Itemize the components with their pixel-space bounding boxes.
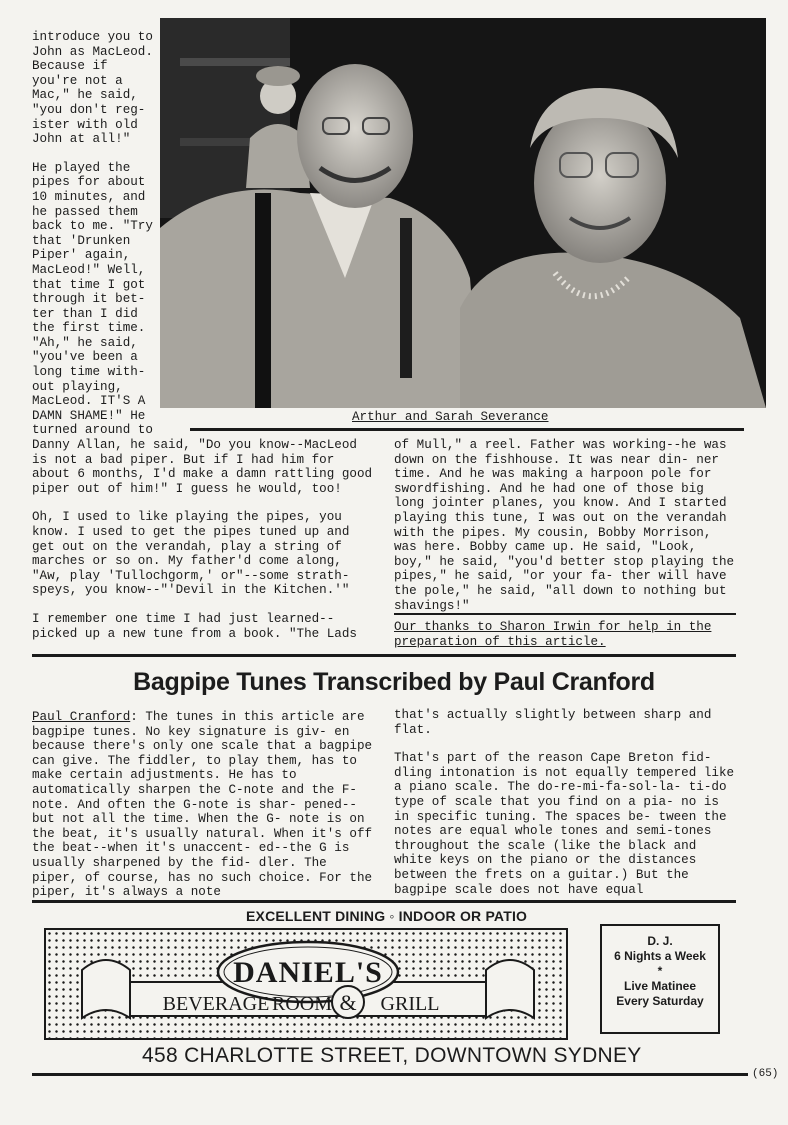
section-paragraph [32, 710, 374, 900]
article-left-wide-column [32, 438, 374, 655]
section-right-column [394, 708, 740, 897]
dj-line: D. J. [647, 934, 673, 948]
ad-divider-line [32, 900, 736, 903]
matinee-line: Every Saturday [616, 994, 704, 1008]
matinee-line: Live Matinee [623, 979, 697, 993]
page-number: (65) [752, 1068, 779, 1080]
speaker-name: Paul Cranford [32, 710, 131, 724]
dj-line: 6 Nights a Week [614, 949, 706, 963]
ad-address: 458 CHARLOTTE STREET, DOWNTOWN SYDNEY [142, 1044, 642, 1067]
article-paragraph: Danny Allan, he said, "Do you know--MacLeod is not a bad piper. But if I had him for about 6 months, I'd make a damn rattling good piper out of him!" I guess he would, too! [32, 438, 373, 496]
article-paragraph: introduce you to John as MacLeod. Because if you're not a Mac," he said, "you don't reg- ister with old John at all!" [32, 30, 153, 147]
portrait-illustration [160, 18, 766, 408]
article-right-column [394, 438, 740, 613]
section-paragraph: that's actually slightly between sharp and flat. [394, 708, 712, 737]
article-left-narrow-column [32, 30, 160, 438]
ad-banner-graphic [46, 930, 570, 1042]
ad-brand-name: DANIEL'S [233, 956, 383, 989]
footer-line [32, 1073, 748, 1076]
article-paragraph: I remember one time I had just learned-- picked up a new tune from a book. "The Lads [32, 611, 357, 641]
photo-arthur-and-sarah-severance [160, 18, 766, 408]
article-paragraph: Oh, I used to like playing the pipes, you know. I used to get the pipes tuned up and get out on the verandah, play a string of marches or so on. My father'd come along, "Aw, play 'Tullochgorm,' or"--some strath- speys, you know--"'Devil in the Kitchen.'" [32, 510, 350, 598]
ad-tagline: EXCELLENT DINING ◦ INDOOR OR PATIO [246, 908, 528, 924]
section-left-column [32, 710, 374, 900]
star-separator: * [657, 964, 663, 978]
ad-banner-grill: GRILL [380, 993, 440, 1015]
ad-banner-ampersand: & [339, 990, 357, 1015]
divider-line [394, 613, 736, 615]
section-paragraph-text: : The tunes in this article are bagpipe tunes. No key signature is giv- en because there's only one scale that a bagpipe can give. The fiddler, to play them, has to make certain adjustments. He has to automatically sharpen the C-note and the F-note. And often the G-note is shar- pened--but not all the time. When the G- note is on the beat, it's usually natural. When it's off the beat--when it's unaccent- ed--the G is usually sharpened by the fid- dler. The piper, of course, has no such choice. For the piper, it's always a note [32, 710, 373, 900]
photo-caption: Arthur and Sarah Severance [352, 410, 549, 424]
acknowledgement-note: Our thanks to Sharon Irwin for help in the preparation of this article. [394, 620, 712, 649]
article-paragraph: He played the pipes for about 10 minutes, and he passed them back to me. "Try that 'Drunken Piper' again, MacLeod!" Well, that time I got through it bet- ter than I did the first time. "Ah," he said, "you've been a long time with- out playing, MacLeod. IT'S A DAMN SHAME!" He turned around to [32, 160, 153, 438]
dj-info-box [600, 924, 720, 1034]
article-paragraph: of Mull," a reel. Father was working--he was down on the fishhouse. It was near din- ner time. And he was making a harpoon pole for swordfishing. And he had one of those big long jointer planes, you know. And I started playing this tune, I was out on the verandah with the pipes. My cousin, Bobby Morrison, was here. Bobby came up. He said, "Look, boy," he said, "you'd better stop playing the pipes," he said, "or your fa- ther will have the pole," he said, "all down to nothing but shavings!" [394, 438, 735, 613]
section-divider [32, 654, 736, 657]
daniels-ad-panel [44, 928, 568, 1040]
section-paragraph: That's part of the reason Cape Breton fid- dling intonation is not equally tempered like a piano scale. The do-re-mi-fa-sol-la- ti-do type of scale that you find on a pia- no is in specific tuning. The spaces be- tween the notes are equal whole tones and semi-tones throughout the scale (like the black and white keys on the piano or the distances between the frets on a guitar.) But the bagpipe scale does not have equal [394, 751, 735, 897]
section-headline: Bagpipe Tunes Transcribed by Paul Cranford [133, 668, 655, 696]
divider-line [190, 428, 744, 431]
ad-banner-beverage: BEVERAGE [162, 993, 270, 1015]
ad-banner-room: ROOM [271, 993, 333, 1015]
